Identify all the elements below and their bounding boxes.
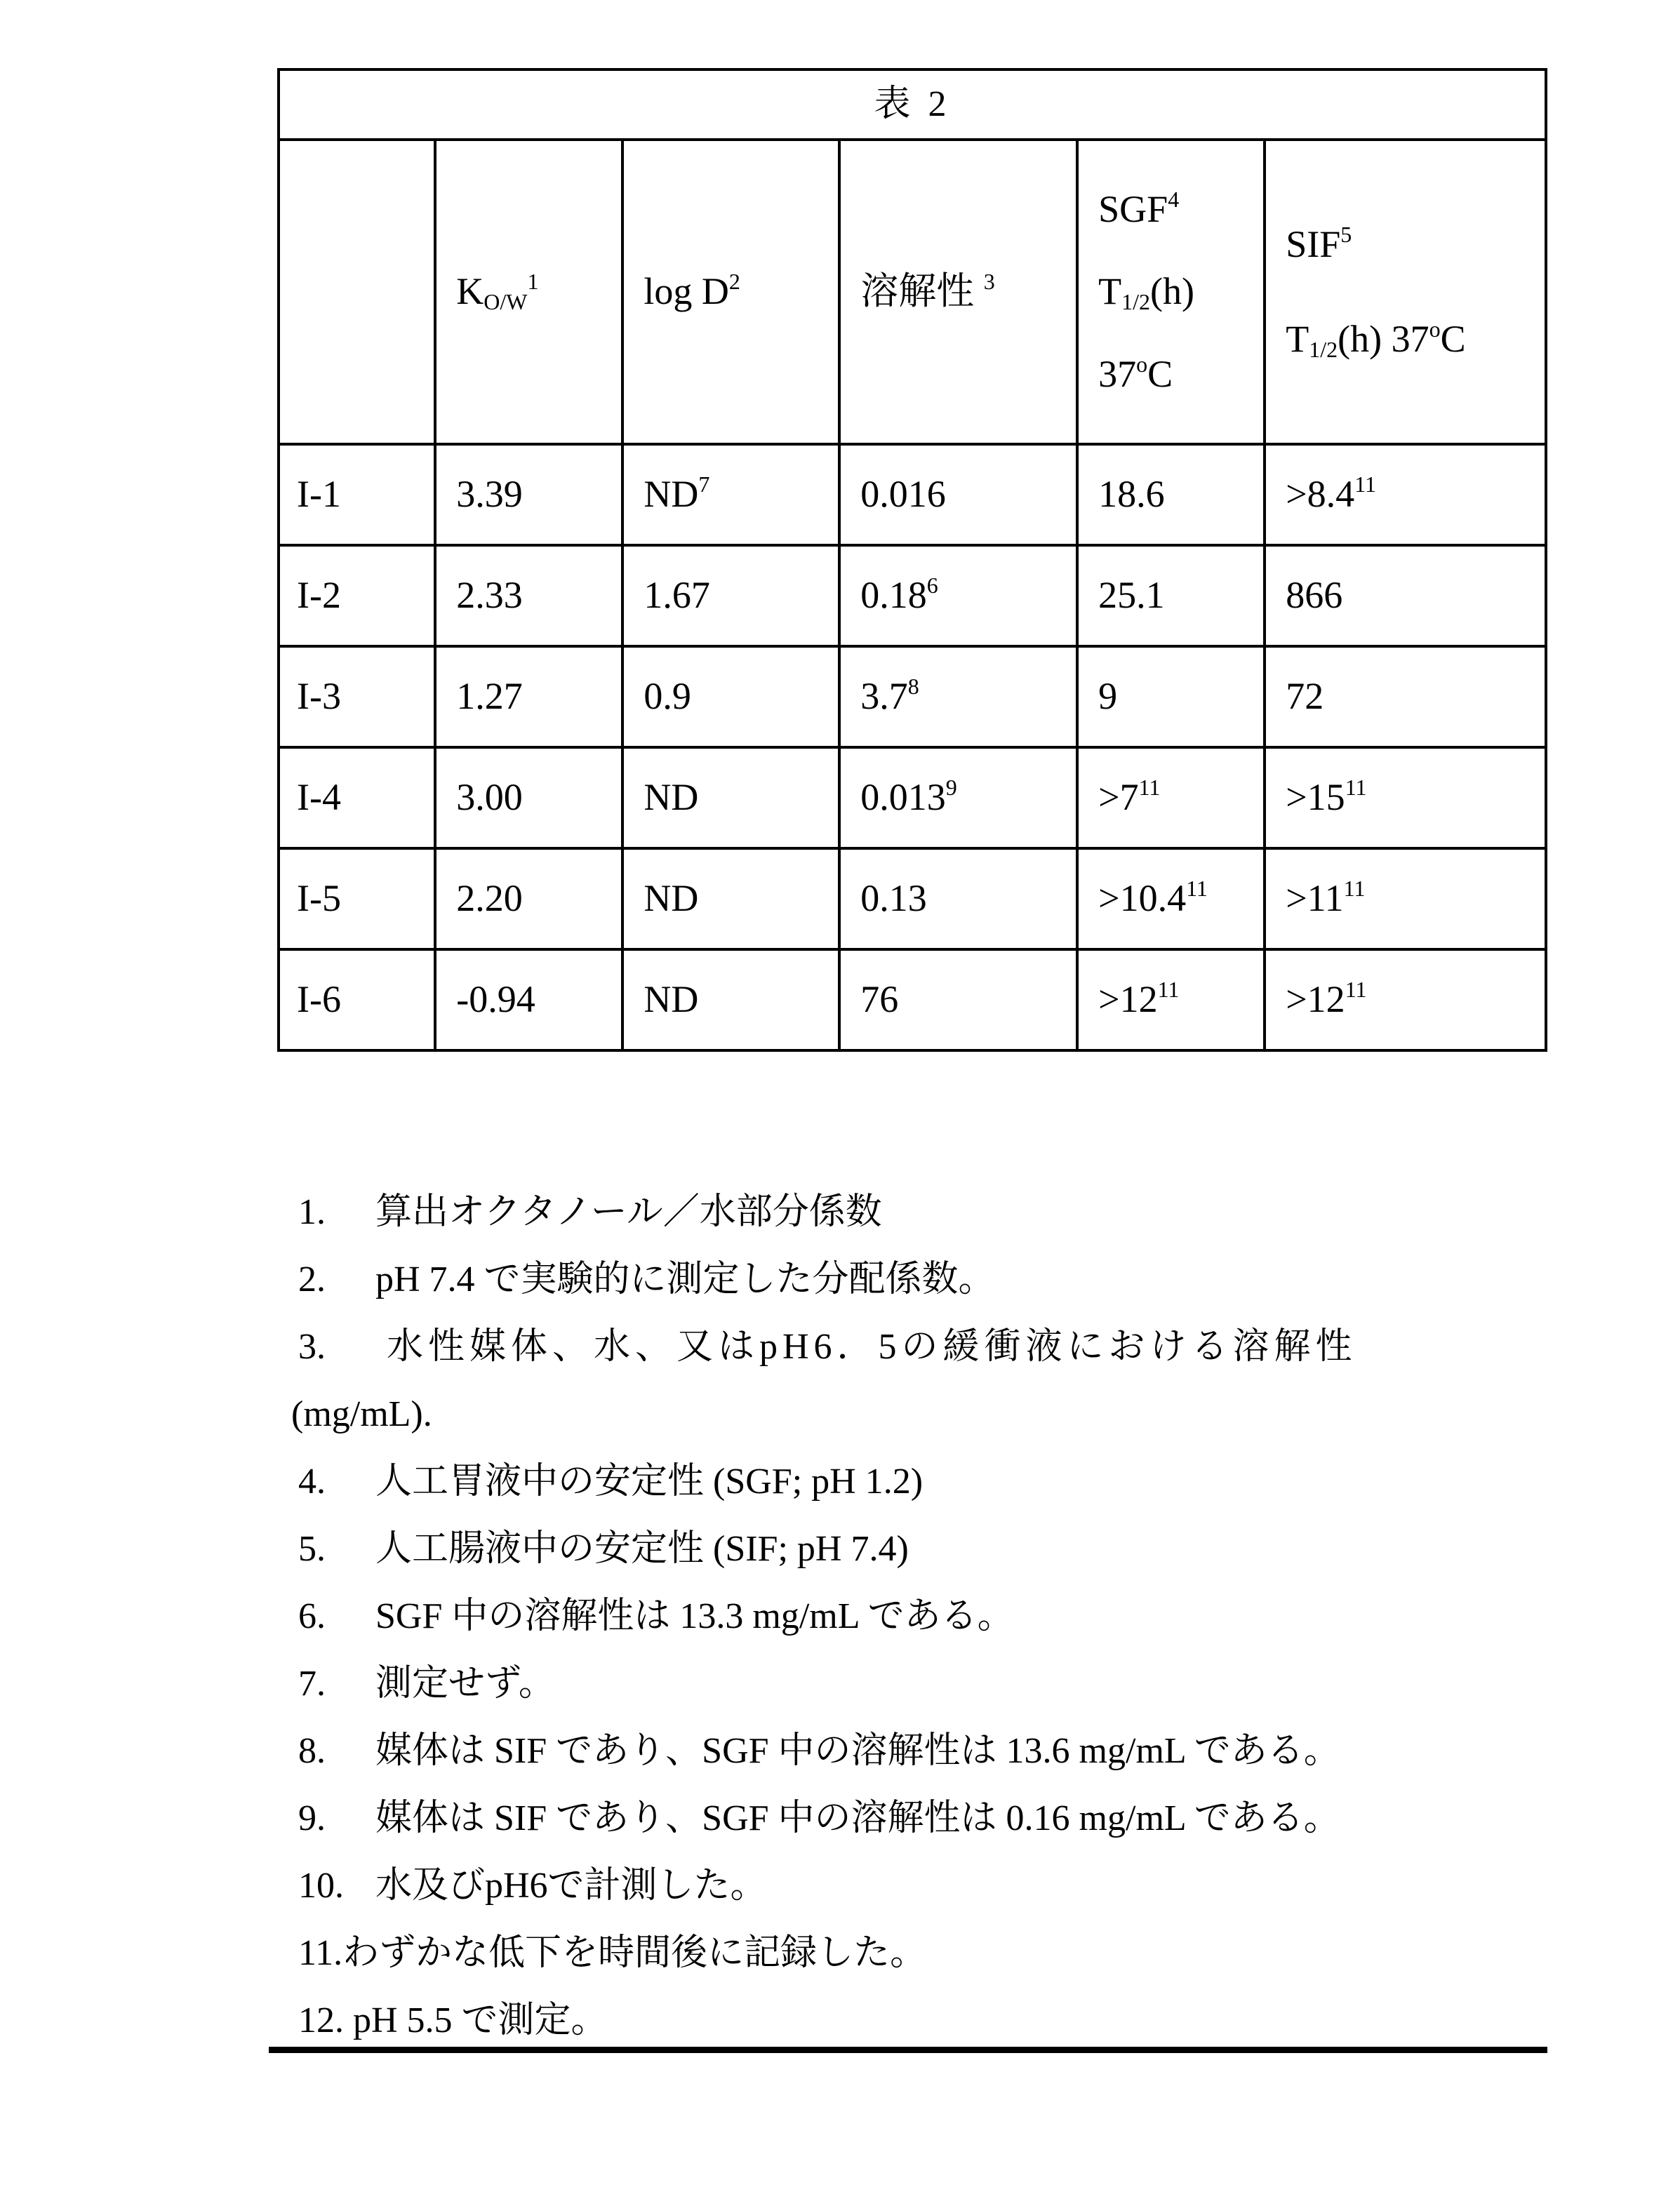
cell-id: I-2 [279, 545, 435, 646]
footnote-number: 3. [298, 1327, 326, 1367]
table-row [279, 545, 1546, 646]
footnote-number: 6. [298, 1596, 326, 1636]
cell-logd: ND [622, 848, 839, 949]
header-kow: $K_{O/W}^1$ [435, 140, 622, 444]
footnote-item [298, 1179, 1547, 1246]
cell-logd: $ND^7$ [622, 444, 839, 545]
table-header-row [279, 140, 1546, 444]
footnote-text: pH 7.4 で実験的に測定した分配係数。 [375, 1259, 995, 1299]
footnote-item [298, 1448, 1547, 1516]
footnote-number: 4. [298, 1462, 326, 1502]
footnote-item [298, 1516, 1547, 1583]
footnote-ref: 6 [926, 573, 938, 599]
footnote-number: 11. [298, 1933, 343, 1973]
footnote-ref: 11 [1157, 977, 1180, 1003]
table-row [279, 747, 1546, 848]
footnote-item [298, 1785, 1547, 1852]
footnote-text: SGF 中の溶解性は 13.3 mg/mL である。 [375, 1596, 1014, 1636]
footnote-ref: 11 [1186, 876, 1208, 902]
header-empty [279, 140, 435, 444]
footnote-ref: 11 [1343, 876, 1366, 902]
cell-logd: ND [622, 747, 839, 848]
footnote-item [298, 1246, 1547, 1314]
cell-logd: 1.67 [622, 545, 839, 646]
cell-sol: 0.016 [839, 444, 1077, 545]
cell-sif: $>11^{11}$ [1265, 848, 1546, 949]
cell-logd: 0.9 [622, 646, 839, 747]
cell-sgf: 18.6 [1077, 444, 1265, 545]
footnote-number: 2. [298, 1259, 326, 1299]
table-row [279, 646, 1546, 747]
table-row [279, 444, 1546, 545]
footnote-item [298, 1718, 1547, 1785]
footnote-ref: 9 [945, 775, 957, 801]
footnote-text: 媒体は SIF であり、SGF 中の溶解性は 0.16 mg/mL である。 [375, 1798, 1340, 1838]
cell-id: I-4 [279, 747, 435, 848]
cell-sgf: $>10.4^{11}$ [1077, 848, 1265, 949]
footnote-text: 媒体は SIF であり、SGF 中の溶解性は 13.6 mg/mL である。 [375, 1731, 1340, 1771]
cell-sgf: 25.1 [1077, 545, 1265, 646]
header-logd: $\log D^2$ [622, 140, 839, 444]
data-table [277, 68, 1547, 1052]
footnote-item [298, 1314, 1547, 1381]
bottom-rule [269, 2047, 1547, 2053]
footnote-number: 12. [298, 2000, 344, 2040]
footnote-text: わずかな低下を時間後に記録した。 [342, 1933, 927, 1973]
table-title-row [279, 69, 1546, 140]
header-solubility: 溶解性 $^3$ [839, 140, 1077, 444]
cell-kow: -0.94 [435, 949, 622, 1050]
table-body [279, 444, 1546, 1050]
cell-sol: 0.013$^9$ [839, 747, 1077, 848]
cell-sif: $>15^{11}$ [1265, 747, 1546, 848]
footnote-text: (mg/mL). [291, 1394, 432, 1434]
footnote-ref: 8 [907, 674, 919, 700]
footnotes [291, 1179, 1547, 2054]
footnote-ref: 7 [698, 472, 710, 497]
cell-sif: $>12^{11}$ [1265, 949, 1546, 1050]
cell-kow: 2.20 [435, 848, 622, 949]
cell-sol: 0.18$^6$ [839, 545, 1077, 646]
cell-id: I-1 [279, 444, 435, 545]
footnote-ref: 11 [1138, 775, 1161, 801]
footnote-item [298, 1583, 1547, 1650]
cell-sol: 76 [839, 949, 1077, 1050]
cell-sol: $3.7^8$ [839, 646, 1077, 747]
cell-sif: 866 [1265, 545, 1546, 646]
footnote-item [291, 1381, 1547, 1448]
header-sgf: SGF$^4$ $T_{1/2}(h)$ 37$^o$C [1077, 140, 1265, 444]
footnote-ref: 11 [1345, 977, 1367, 1003]
footnote-text: 人工胃液中の安定性 (SGF; pH 1.2) [375, 1462, 924, 1502]
cell-id: I-6 [279, 949, 435, 1050]
cell-kow: 3.00 [435, 747, 622, 848]
table-row [279, 949, 1546, 1050]
footnote-number: 10. [298, 1866, 344, 1906]
cell-id: I-5 [279, 848, 435, 949]
cell-kow: 2.33 [435, 545, 622, 646]
footnote-number: 1. [298, 1192, 326, 1232]
header-sif: SIF$^5$ $T_{1/2}(h)$ 37$^o$C [1265, 140, 1546, 444]
cell-sif: $>8.4^{11}$ [1265, 444, 1546, 545]
footnote-ref: 11 [1345, 775, 1367, 801]
cell-sif: 72 [1265, 646, 1546, 747]
cell-kow: 1.27 [435, 646, 622, 747]
footnote-ref: 11 [1354, 472, 1376, 497]
footnote-item [298, 1852, 1547, 1920]
footnote-number: 7. [298, 1664, 326, 1704]
cell-kow: 3.39 [435, 444, 622, 545]
footnote-text: 算出オクタノール／水部分係数 [375, 1192, 882, 1232]
footnote-number: 8. [298, 1731, 326, 1771]
footnote-text: pH 5.5 で測定。 [344, 2000, 608, 2040]
footnote-text: 人工腸液中の安定性 (SIF; pH 7.4) [375, 1529, 909, 1569]
footnote-number: 5. [298, 1529, 326, 1569]
table-title: 表 2 [279, 69, 1546, 140]
cell-sgf: $>12^{11}$ [1077, 949, 1265, 1050]
cell-id: I-3 [279, 646, 435, 747]
footnote-text: 水性媒体、水、又はpH6．5の緩衝液における溶解性 [387, 1327, 1357, 1367]
cell-sgf: $>7^{11}$ [1077, 747, 1265, 848]
cell-sgf: 9 [1077, 646, 1265, 747]
footnote-item [298, 1650, 1547, 1718]
footnote-text: 測定せず。 [375, 1664, 555, 1704]
cell-sol: 0.13 [839, 848, 1077, 949]
footnote-text: 水及びpH6で計測した。 [375, 1866, 767, 1906]
cell-logd: ND [622, 949, 839, 1050]
table-row [279, 848, 1546, 949]
footnote-item [298, 1987, 1547, 2054]
footnote-item [298, 1920, 1547, 1987]
footnote-number: 9. [298, 1798, 326, 1838]
